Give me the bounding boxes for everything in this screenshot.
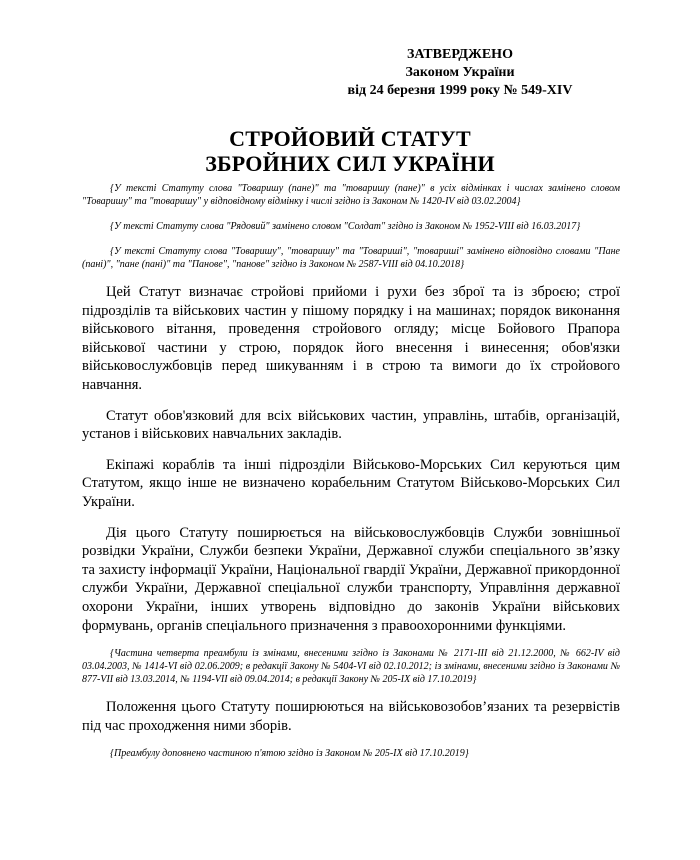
title-line-2: ЗБРОЙНИХ СИЛ УКРАЇНИ bbox=[205, 151, 495, 176]
amendment-note-5: {Преамбулу доповнено частиною п'ятою згідно із Законом № 205-IX від 17.10.2019} bbox=[110, 748, 469, 760]
preamble-paragraph-1: Цей Статут визначає стройові прийоми і рухи без зброї та із зброєю; строї підрозділів та військових частин у пішому порядку і на машинах; порядок виконання військового вітання, проведення стройового огляду; місце Бойового Прапора військової частини у строю, порядок його внесення і винесення; обов'язки військовослужбовців перед шикуванням і в строю та вимоги до їх стройового навчання. bbox=[82, 284, 620, 393]
approval-status: ЗАТВЕРДЖЕНО bbox=[407, 47, 513, 62]
approval-law: Законом України bbox=[405, 65, 515, 80]
title-line-1: СТРОЙОВИЙ СТАТУТ bbox=[229, 126, 471, 151]
approval-date: від 24 березня 1999 року № 549-XIV bbox=[347, 83, 573, 98]
preamble-paragraph-4: Дія цього Статуту поширюється на військовослужбовців Служби зовнішньої розвідки України, Служби безпеки України, Державної служби спеціального зв’язку та захисту інформації України, Національної гвардії України, Державної прикордонної служби України, Державної спеціальної служби транспорту, Управління державної охорони України, інших утворень відповідно до законів України військових формувань, органів спеціального призначення з правоохоронними функціями. bbox=[82, 524, 620, 634]
approval-block bbox=[300, 46, 620, 100]
amendment-note-4: {Частина четверта преамбули із змінами, внесеними згідно із Законами № 2171-III від 21.12.2000, № 662-IV від 03.04.2003, № 1414-VI від 02.06.2009; в редакції Закону № 5404-VI від 02.10.2012; із змінами, внесеними згідно із Законами № 877-VII від 13.03.2014, № 1194-VII від 09.04.2014; в редакції Закону № 205-IX від 17.10.2019} bbox=[82, 648, 620, 686]
preamble-paragraph-5: Положення цього Статуту поширюються на військовозобов’язаних та резервістів під час проходження ними зборів. bbox=[82, 699, 620, 734]
amendment-note-3: {У тексті Статуту слова "Товаришу", "товаришу" та "Товариші", "товариші" замінено відповідно словами "Пане (пані)", "пане (пані)" та "Панове", "панове" згідно із Законом № 2587-VIII від 04.10.2018} bbox=[82, 246, 620, 270]
preamble-paragraph-2: Статут обов'язковий для всіх військових частин, управлінь, штабів, організацій, установ і військових навчальних закладів. bbox=[82, 407, 620, 443]
preamble-paragraph-3: Екіпажі кораблів та інші підрозділи Військово-Морських Сил керуються цим Статутом, якщо інше не визначено корабельним Статутом Військово-Морських Сил України. bbox=[82, 456, 620, 510]
document-body bbox=[82, 182, 620, 772]
amendment-note-2: {У тексті Статуту слова "Рядовий" замінено словом "Солдат" згідно із Законом № 1952-VIII від 16.03.2017} bbox=[110, 221, 581, 232]
amendment-note-1: {У тексті Статуту слова "Товаришу (пане)" та "товаришу (пане)" в усіх відмінках і числах замінено словом "Товаришу" та "товаришу" у відповідному відмінку і числі згідно із Законом № 1420-IV від 03.02.2004} bbox=[82, 183, 620, 207]
document-title bbox=[0, 126, 700, 176]
